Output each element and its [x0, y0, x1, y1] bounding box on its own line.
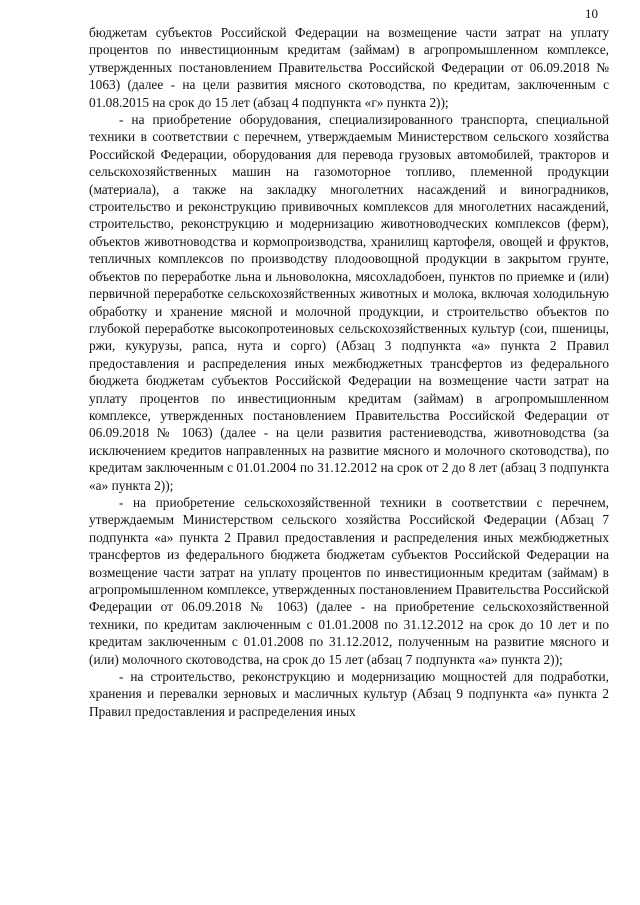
- paragraph-4: - на строительство, реконструкцию и модернизацию мощностей для подработки, хранения и перевалки зерновых и масличных культур (Абзац 9 подпункта «а» пункта 2 Правил предоставления и распределения иных: [89, 669, 609, 719]
- paragraph-3: - на приобретение сельскохозяйственной техники в соответствии с перечнем, утверждаемым Министерством сельского хозяйства Российской Федерации (Абзац 7 подпункта «а» пункта 2 Правил предоставления и распределения иных межбюджетных трансфертов из федерального бюджета бюджетам субъектов Российской Федерации на возмещение части затрат на уплату процентов по инвестиционным кредитам (займам) в агропромышленном комплексе, утвержденных постановлением Правительства Российской Федерации от 06.09.2018 № 1063) (далее - на приобретение сельскохозяйственной техники, по кредитам заключенным с 01.01.2008 по 31.12.2012 на срок до 10 лет и по кредитам заключенным с 01.01.2008 по 31.12.2012, полученным на развитие мясного и (или) молочного скотоводства, на срок до 15 лет (абзац 7 подпункта «а» пункта 2));: [89, 494, 609, 667]
- document-body: [89, 24, 609, 720]
- paragraph-1: бюджетам субъектов Российской Федерации на возмещение части затрат на уплату процентов по инвестиционным кредитам (займам) в агропромышленном комплексе, утвержденных постановлением Правительства Российской Федерации от 06.09.2018 № 1063) (далее - на цели развития мясного скотоводства, по кредитам, заключенным с 01.08.2015 на срок до 15 лет (абзац 4 подпункта «г» пункта 2));: [89, 25, 609, 110]
- paragraph-2: - на приобретение оборудования, специализированного транспорта, специальной техники в соответствии с перечнем, утверждаемым Министерством сельского хозяйства Российской Федерации, оборудования для перевода грузовых автомобилей, тракторов и сельскохозяйственных машин на газомоторное топливо, племенной продукции (материала), а также на закладку многолетних насаждений и виноградников, строительство и реконструкцию прививочных комплексов для многолетних насаждений, строительство, реконструкцию и модернизацию животноводческих комплексов (ферм), объектов животноводства и кормопроизводства, хранилищ картофеля, овощей и фруктов, тепличных комплексов по производству плодоовощной продукции в закрытом грунте, объектов по переработке льна и льноволокна, мясохладобоен, пунктов по приемке и (или) первичной переработке сельскохозяйственных животных и молока, включая холодильную обработку и хранение мясной и молочной продукции, и строительство объектов по глубокой переработке высокопротеиновых сельскохозяйственных культур (сои, пшеницы, ржи, кукурузы, рапса, нута и сорго) (Абзац 3 подпункта «а» пункта 2 Правил предоставления и распределения иных межбюджетных трансфертов из федерального бюджета бюджетам субъектов Российской Федерации на возмещение части затрат на уплату процентов по инвестиционным кредитам (займам) в агропромышленном комплексе, утвержденных постановлением Правительства Российской Федерации от 06.09.2018 № 1063) (далее - на цели развития растениеводства, животноводства (за исключением кредитов направленных на развитие мясного и молочного скотоводства), по кредитам заключенным с 01.01.2004 по 31.12.2012 на срок от 2 до 8 лет (абзац 3 подпункта «а» пункта 2));: [89, 112, 609, 493]
- page-number: 10: [585, 6, 598, 21]
